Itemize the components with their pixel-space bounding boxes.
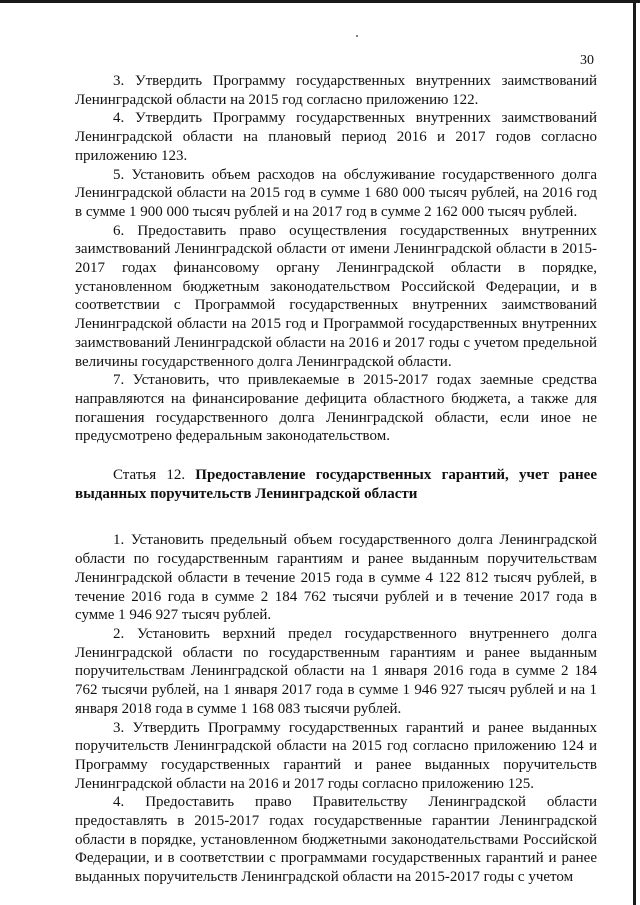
paragraph-4: 4. Утвердить Программу государственных внутренних заимствований Ленинградской области на плановый период 2016 и 2017 годов согласно приложению 123. [75,110,597,164]
article-paragraph-2: 2. Установить верхний предел государственного внутреннего долга Ленинградской области по государственным гарантиям и ранее выданным поручительствам Ленинградской области на 1 января 2016 года в сумме 2 184 762 тысячи рублей, на 1 января 2017 года в сумме 1 946 927 тысяч рублей и на 1 января 2018 года в сумме 1 168 083 тысячи рублей. [75,625,597,717]
document-body [75,72,597,887]
article-paragraph-4: 4. Предоставить право Правительству Ленинградской области предоставлять в 2015-2017 годах государственные гарантии Ленинградской области в порядке, установленном бюджетными законодательствами Российской Федерации, и в соответствии с программами государственных гарантий и ранее выданных поручительств Ленинградской области на 2015-2017 годы с учетом [75,794,597,886]
scan-top-edge [0,0,640,3]
article-label: Статья 12. [113,467,186,484]
article-heading [75,466,597,503]
scan-speck [356,35,358,37]
scan-right-edge [633,0,636,905]
paragraph-3: 3. Утвердить Программу государственных внутренних заимствований Ленинградской области на 2015 год согласно приложению 122. [75,73,597,108]
page-number: 30 [580,53,594,68]
paragraph-6: 6. Предоставить право осуществления государственных внутренних заимствований Ленинградской области от имени Ленинградской области в 2015-2017 годах финансовому органу Ленинградской области в порядке, установленном бюджетным законодательством Российской Федерации, и в соответствии с Программой государственных внутренних заимствований Ленинградской области на 2015 год и Программой государственных внутренних заимствований Ленинградской области на 2016 и 2017 годы с учетом предельной величины государственного долга Ленинградской области. [75,222,597,370]
paragraph-7: 7. Установить, что привлекаемые в 2015-2017 годах заемные средства направляются на финансирование дефицита областного бюджета, а также для погашения государственного долга Ленинградской области, если иное не предусмотрено федеральным законодательством. [75,372,597,445]
paragraph-5: 5. Установить объем расходов на обслуживание государственного долга Ленинградской области на 2015 год в сумме 1 680 000 тысяч рублей, на 2016 год в сумме 1 900 000 тысяч рублей и на 2017 год в сумме 2 162 000 тысяч рублей. [75,166,597,220]
article-paragraph-3: 3. Утвердить Программу государственных гарантий и ранее выданных поручительств Ленинградской области на 2015 год согласно приложению 124 и Программу государственных гарантий и ранее выданных поручительств Ленинградской области на 2016 и 2017 годы согласно приложению 125. [75,719,597,792]
article-paragraph-1: 1. Установить предельный объем государственного долга Ленинградской области по государственным гарантиям и ранее выданным поручительствам Ленинградской области в течение 2015 года в сумме 4 122 812 тысяч рублей, в течение 2016 года в сумме 2 184 762 тысячи рублей и в течение 2017 года в сумме 1 946 927 тысяч рублей. [75,532,597,624]
article-title: Предоставление государственных гарантий, учет ранее выданных поручительств Ленинградской области [75,467,597,502]
